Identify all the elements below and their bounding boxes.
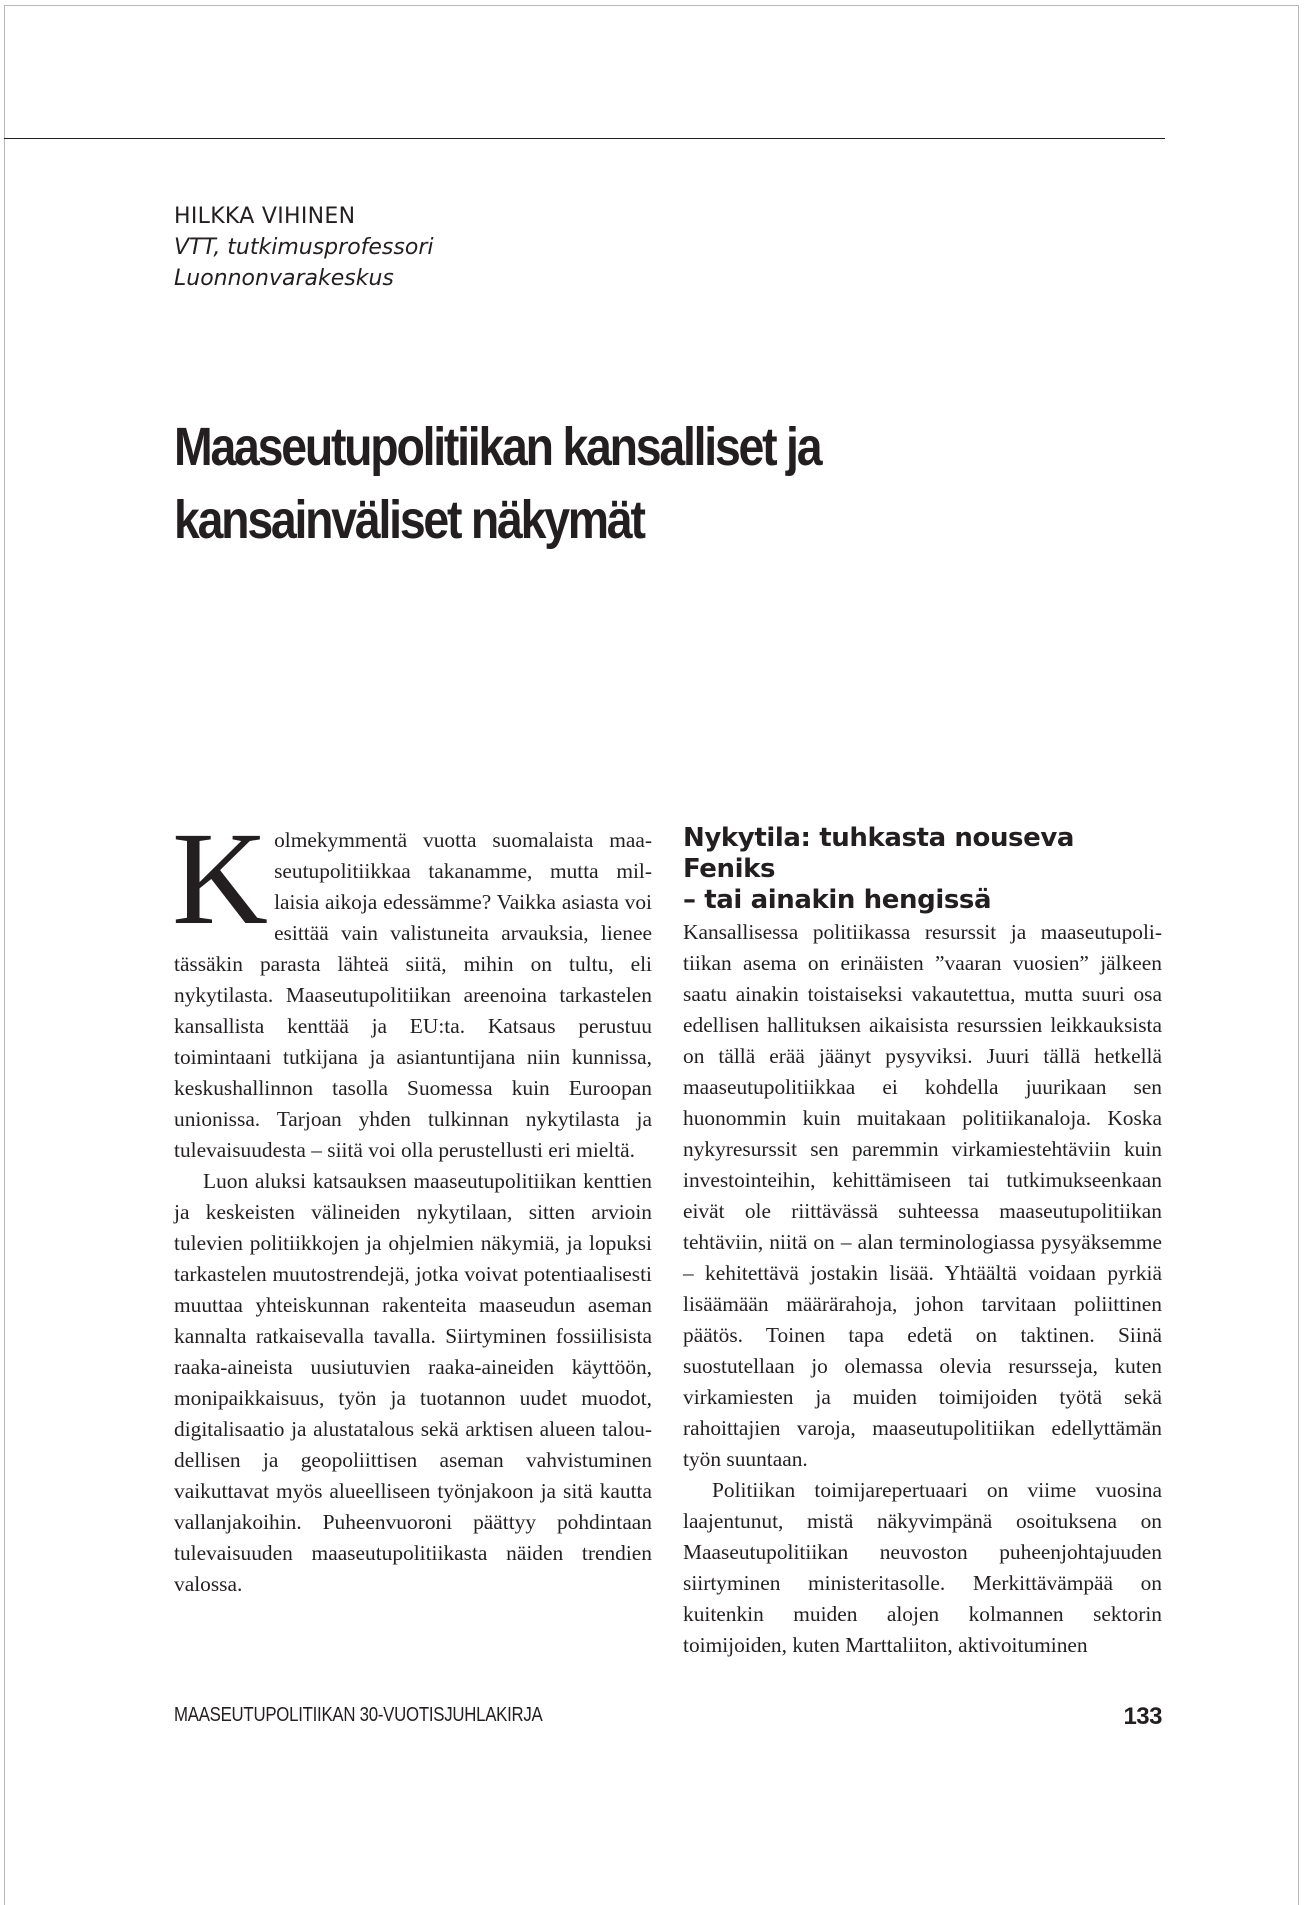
article-title-line-1: Maaseutupolitiikan kansalliset ja [174, 417, 821, 477]
right-column [683, 917, 1162, 1661]
author-name: HILKKA VIHINEN [174, 204, 356, 229]
paragraph-4: Politiikan toimijarepertuaari on viime vuosina laajentunut, mistä näkyvimpänä osoituksena on Maaseutupolitiikan neuvoston puheenjohtajuuden siirtyminen ministeritasolle. Merkittävämpää on kuitenkin muiden alojen kolmannen sektorin toimijoiden, kuten Marttaliiton, aktivoituminen [683, 1478, 1162, 1657]
author-block [174, 201, 433, 294]
drop-cap: K [172, 804, 269, 952]
author-title: VTT, tutkimusprofessori [174, 235, 434, 260]
article-title [174, 411, 862, 557]
section-heading-line-2: – tai ainakin hengissä [683, 885, 992, 915]
left-column [172, 804, 652, 1600]
section-heading [683, 823, 1173, 916]
paragraph-3: Kansallisessa politiikassa resurssit ja maaseutupolitiikan asema on erinäisten ”vaaran vuosien” jälkeen saatu ainakin toistaiseksi vakautettua, mutta suuri osa edellisen hallituksen aikaisista resurssien leikkauksista on tällä erää jäänyt pysyviksi. Juuri tällä hetkellä maaseutupolitiikkaa ei kohdella juurikaan sen huonommin kuin muitakaan politiikanaloja. Koska nykyresurssit sen paremmin virkamiestehtäviin kuin investointeihin, kehittämiseen tai tutkimukseenkaan eivät ole riittävässä suhteessa maaseutupolitiikan tehtäviin, niitä on – alan terminologiassa pysyäksemme – kehitettävä jostakin lisää. Yhtäältä voidaan pyrkiä lisäämään määrärahoja, johon tarvitaan poliittinen päätös. Toinen tapa edetä on taktinen. Siinä suostutellaan jo olemassa olevia resursseja, kuten virkamiesten ja muiden toimijoiden työtä sekä rahoittajien varoja, maaseutupolitiikan edellyttämän työn suuntaan. [683, 920, 1162, 1471]
author-organization: Luonnonvarakeskus [174, 266, 394, 291]
section-heading-line-1: Nykytila: tuhkasta nouseva Feniks [683, 823, 1075, 884]
page-number: 133 [1123, 1703, 1162, 1730]
paragraph-2: Luon aluksi katsauksen maaseutupolitiikan kenttien ja keskeisten välineiden nykytilaan, sitten arvioin tulevien politiikkojen ja ohjelmien näkymiä, ja lopuksi tarkastelen muutostrendejä, jotka voivat potentiaalisesti muuttaa yhteiskunnan rakenteita maaseudun aseman kannalta ratkaisevalla tavalla. Siirtyminen fossiilisista raaka-aineista uusiutuvien raaka-aineiden käyttöön, monipaikkaisuus, työn ja tuotannon uudet muodot, digitalisaatio ja alustatalous sekä arktisen alueen taloudellisen ja geopoliittisen aseman vahvistuminen vaikuttavat myös alueelliseen työnjakoon ja sitä kautta vallanjakoihin. Puheenvuoroni päättyy pohdintaan tulevaisuuden maaseutupolitiikasta näiden trendien valossa. [174, 1169, 652, 1596]
intro-text: olmekymmentä vuotta suomalaista maaseutupolitiikkaa takanamme, mutta millaisia aikoja edessämme? Vaikka asiasta voi esittää vain valistuneita arvauksia, lienee tässäkin parasta lähteä siitä, mihin on tultu, eli nykytilasta. Maaseutupolitiikan areenoina tarkastelen kansallista kenttää ja EU:ta. Katsaus perustuu toimintaani tutkijana ja asiantuntijana niin kunnissa, keskushallinnon tasolla Suomessa kuin Euroopan unionissa. Tarjoan yhden tulkinnan nykytilasta ja tulevaisuudesta – siitä voi olla perustellusti eri mieltä. [174, 828, 652, 1162]
intro-paragraph [172, 804, 652, 1166]
article-title-line-2: kansainväliset näkymät [174, 490, 644, 550]
header-rule [4, 138, 1165, 139]
footer-book-title: MAASEUTUPOLITIIKAN 30-VUOTISJUHLAKIRJA [174, 1704, 543, 1726]
